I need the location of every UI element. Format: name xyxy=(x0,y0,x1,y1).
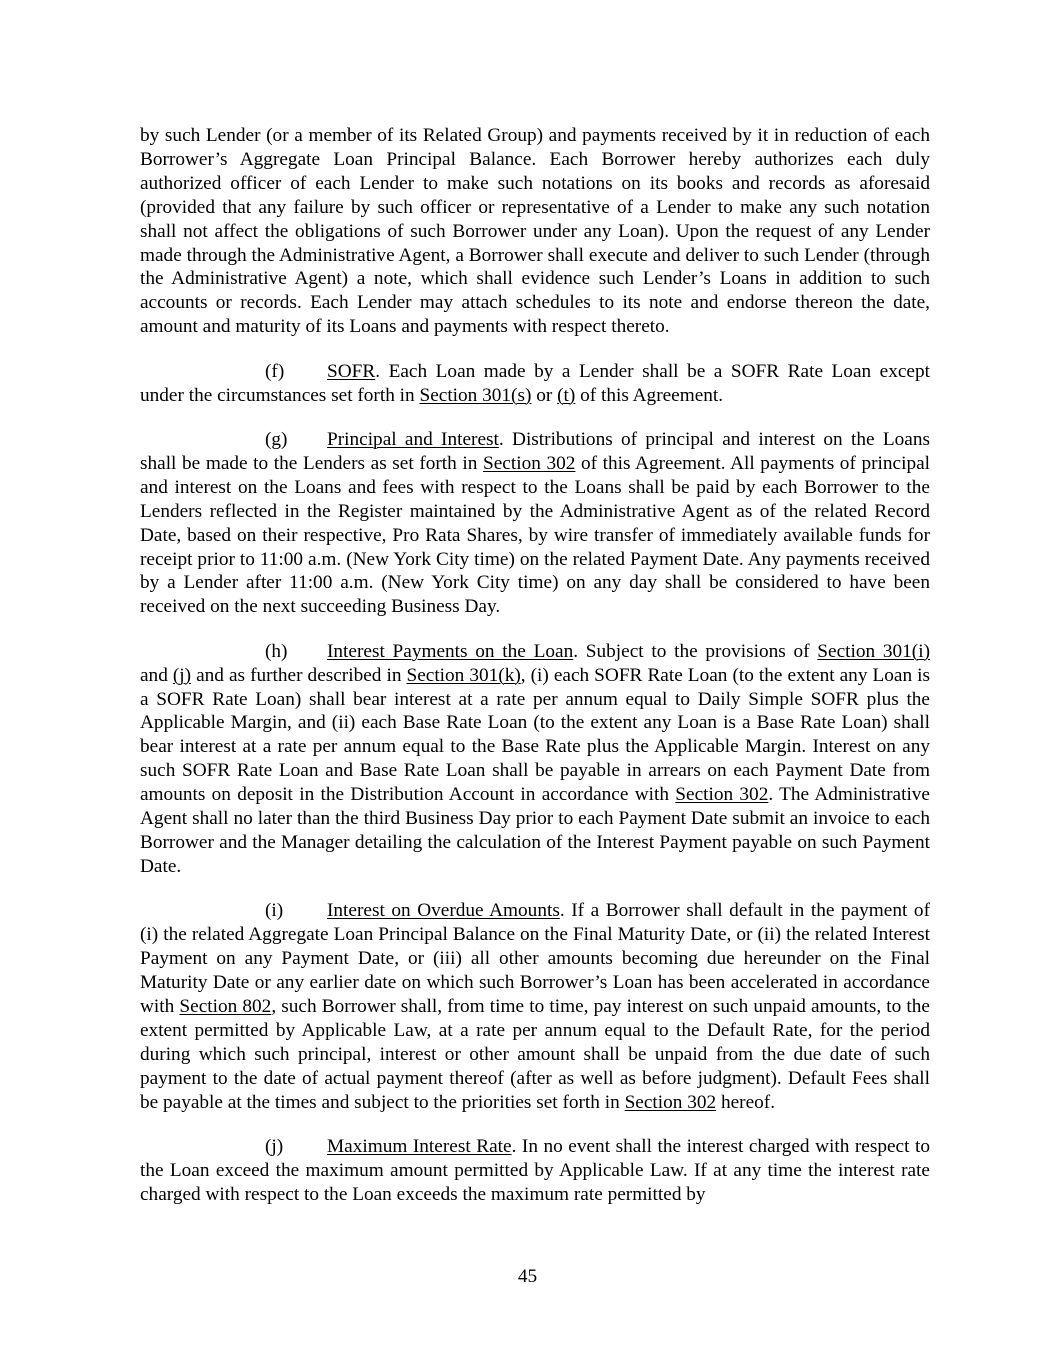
section-ref-link[interactable]: Section 301(k) xyxy=(406,664,521,686)
section-i-label: (i) xyxy=(265,900,284,922)
section-f-heading: SOFR xyxy=(327,360,376,382)
section-ref-link[interactable]: Section 302 xyxy=(483,452,576,474)
section-g-text: of this Agreement. All payments of principal and interest on the Loans and fees with respect to the Loans shall be paid by each Borrower to the Lenders reflected in the Register maintained by the Administrative Agent as of the related Record Date, based on their respective, Pro Rata Shares, by wire transfer of immediately available funds for receipt prior to 11:00 a.m. (New York City time) on the related Payment Date. Any payments received by a Lender after 11:00 a.m. (New York City time) on any day shall be considered to have been received on the next succeeding Business Day. xyxy=(140,452,931,618)
section-h-text: , (i) each SOFR Rate Loan (to the extent any Loan is a SOFR Rate Loan) shall bear interest at a rate per annum equal to Daily Simple SOFR plus the Applicable Margin, and (ii) each Base Rate Loan (to the extent any Loan is a Base Rate Loan) shall bear interest at a rate per annum equal to the Base Rate plus the Applicable Margin. Interest on any such SOFR Rate Loan and Base Rate Loan shall be payable in arrears on each Payment Date from amounts on deposit in the Distribution Account in accordance with xyxy=(140,664,930,806)
section-i-heading: Interest on Overdue Amounts xyxy=(327,900,560,922)
section-ref-link[interactable]: Section 302 xyxy=(624,1091,717,1113)
continued-paragraph: by such Lender (or a member of its Related Group) and payments received by it in reduction of each Borrower’s Aggregate Loan Principal Balance. Each Borrower hereby authorizes each duly authorized officer of each Lender to make such notations on its books and records as aforesaid (provided that any failure by such officer or representative of a Lender to make any such notation shall not affect the obligations of such Borrower under any Loan). Upon the request of any Lender made through the Administrative Agent, a Borrower shall execute and deliver to such Lender (through the Administrative Agent) a note, which shall evidence such Lender’s Loans in addition to such accounts or records. Each Lender may attach schedules to its note and endorse thereon the date, amount and maturity of its Loans and payments with respect thereto. xyxy=(140,125,930,338)
section-ref-link[interactable]: Section 302 xyxy=(675,784,769,806)
section-f-text: . Each Loan made by a Lender shall be a SOFR Rate Loan except under the circumstances set forth in xyxy=(140,360,930,406)
section-g-label: (g) xyxy=(265,428,288,450)
section-j-heading: Maximum Interest Rate xyxy=(327,1135,512,1157)
section-g-heading: Principal and Interest xyxy=(327,428,499,450)
section-ref-link[interactable]: Section 802 xyxy=(179,995,272,1017)
section-h-paragraph xyxy=(140,640,930,879)
section-f-text: of this Agreement. xyxy=(575,384,724,406)
page-number: 45 xyxy=(517,1266,538,1287)
section-f-label: (f) xyxy=(265,360,285,382)
section-i-paragraph xyxy=(140,899,930,1114)
section-i-text: , such Borrower shall, from time to time, pay interest on such unpaid amounts, to the extent permitted by Applicable Law, at a rate per annum equal to the Default Rate, for the period during which such principal, interest or other amount shall be unpaid from the due date of such payment to the date of actual payment thereof (after as well as before judgment). Default Fees shall be payable at the times and subject to the priorities set forth in xyxy=(140,995,930,1113)
section-j-label: (j) xyxy=(265,1135,284,1157)
section-h-text: . Subject to the provisions of xyxy=(573,640,818,662)
section-i-text: . If a Borrower shall default in the payment of (i) the related Aggregate Loan Principal Balance on the Final Maturity Date, or (ii) the related Interest Payment on any Payment Date, or (iii) all other amounts becoming due hereunder on the Final Maturity Date or any earlier date on which such Borrower’s Loan has been accelerated in accordance with xyxy=(140,900,930,1017)
section-ref-link[interactable]: (t) xyxy=(557,384,576,406)
section-j-text: . In no event shall the interest charged with respect to the Loan exceed the maximum amount permitted by Applicable Law. If at any time the interest rate charged with respect to the Loan exceeds the maximum rate permitted by xyxy=(140,1135,931,1205)
section-i-text: hereof. xyxy=(716,1091,776,1113)
section-h-label: (h) xyxy=(265,640,288,662)
section-h-heading: Interest Payments on the Loan xyxy=(327,640,574,662)
section-ref-link[interactable]: Section 301(i) xyxy=(817,640,930,662)
section-f-text: or xyxy=(531,384,558,406)
section-h-text: and xyxy=(140,664,173,686)
section-ref-link[interactable]: (j) xyxy=(172,664,192,686)
section-h-text: . The Administrative Agent shall no later than the third Business Day prior to each Payment Date submit an invoice to each Borrower and the Manager detailing the calculation of the Interest Payment payable on such Payment Date. xyxy=(140,784,930,877)
section-h-text: and as further described in xyxy=(191,664,407,686)
section-ref-link[interactable]: Section 301(s) xyxy=(419,384,532,406)
section-g-text: . Distributions of principal and interest on the Loans shall be made to the Lenders as set forth in xyxy=(140,428,930,474)
section-f-paragraph xyxy=(140,360,930,408)
section-j-paragraph xyxy=(140,1135,930,1207)
document-body xyxy=(140,124,930,1227)
section-g-paragraph xyxy=(140,428,930,619)
